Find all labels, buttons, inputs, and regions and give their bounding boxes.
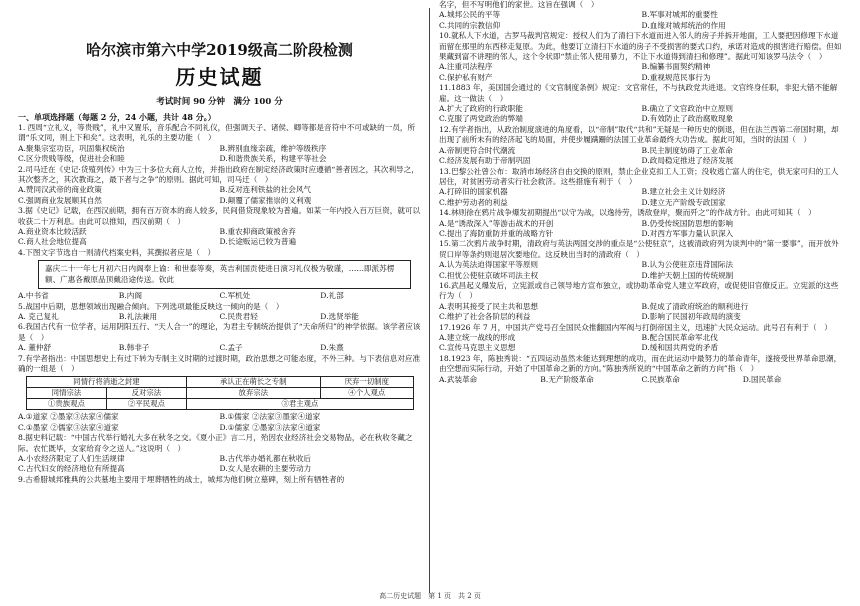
answer-option: A.建立统一战线的形成 (439, 333, 516, 342)
answer-option: A.打碎旧的国家机器 (439, 187, 508, 197)
question-stem: 13.巴黎公社曾公布：取消市场经济自由交换的原则，禁止企业克扣工人工资；没收逃亡富人的住宅，供无家可归的工人居住，对贫困劳动者实行社会救济。这些措施有利于（ ） (439, 166, 839, 186)
question-stem: 14.林则徐在鸦片战争爆发初期提出“以守为战，以逸待劳，诱敌登岸，聚而歼之”的作战方针。由此可知其（ ） (439, 208, 816, 218)
answer-option: A.聚集宗室功臣，巩固集权统治 (18, 143, 125, 153)
answer-options (18, 144, 421, 165)
answer-options (18, 343, 421, 353)
answer-options (18, 312, 421, 322)
answer-option: C.维护了社会各阶层的利益 (439, 312, 531, 322)
answer-option: A.商业资本比较活跃 (18, 227, 87, 237)
answer-option: A. 董仲舒 (18, 343, 52, 353)
answer-option: C.担忧公使驻京破坏司法主权 (439, 270, 539, 280)
question (439, 354, 844, 385)
answer-option: A.注重司法程序 (439, 62, 493, 72)
answer-option: C.区分贵贱等级，促进社会和睦 (18, 154, 125, 164)
table-cell: ②平民观点 (106, 399, 186, 410)
answer-option: C.民族革命 (641, 374, 680, 384)
answer-option: C.共同的宗教信仰 (439, 20, 501, 30)
answer-option: A.武装革命 (439, 374, 478, 384)
source-quote-box: 嘉庆二十一年七月初六日内阁奉上谕：和世泰等奏，英吉利国贡使进日演习礼仪极为敬谨，……即派苏楞额、广惠各戴原品顶戴沿途传送。钦此 (38, 260, 411, 289)
answer-option: B.建立社会主义计划经济 (641, 187, 726, 197)
answer-options (439, 10, 844, 31)
question (18, 433, 421, 475)
answer-options (439, 62, 844, 83)
question-stem: 2.司马迁在《史记·货殖列传》中为三十多位大商人立传，并指出政府在制定经济政策时应遵循“善者因之，其次利导之，其次整齐之，其次教诲之，最下者与之争”的原则。据此可知，司马迁（ ） (18, 164, 419, 185)
answer-option: C.经济发展有助于帝制巩固 (439, 156, 531, 166)
answer-option: B.民主制度妨碍了工业革命 (641, 145, 734, 155)
answer-option: B.重农抑商政策被舍弃 (219, 227, 296, 237)
question-list-left (18, 123, 421, 485)
question-stem: 5.战国中后期，思想领域出现融合倾向。下列选项最能反映这一倾向的是（ ） (18, 301, 284, 311)
question (439, 83, 844, 125)
answer-option: C.宣传马克思主义思想 (439, 343, 516, 353)
answer-option: B.反对连利铁盐的社会风气 (219, 185, 312, 195)
answer-options (18, 227, 421, 248)
question-stem: 8.据史料记载：“中国古代举行婚礼大多在秋冬之交。《夏小正》言二月，殆因农业经济社会交易物品，必在秋收冬藏之际。农忙既毕，女家给育令之送人。”这说明（ ） (18, 433, 413, 453)
answer-option: D.礼部 (320, 291, 344, 301)
answer-option: B.认为公使驻京违背国际法 (641, 260, 734, 270)
question (439, 281, 844, 323)
answer-option: D.政局稳定推进了经济发展 (641, 156, 734, 166)
answer-option: D.朱熹 (320, 343, 344, 353)
table-cell: ④个人观点 (320, 388, 413, 399)
question (439, 31, 844, 83)
answer-option: D.和谐贵族关系，构建平等社会 (219, 154, 327, 164)
answer-option: B.确立了文官政治中立原则 (641, 104, 734, 114)
table-row (27, 399, 414, 410)
answer-option: A.扩大了政府的行政职能 (439, 104, 523, 114)
question (439, 208, 844, 239)
answer-option: D.女人是农耕的主要劳动力 (219, 464, 312, 474)
answer-option: C.孟子 (219, 343, 243, 353)
answer-option: D.缓和国共两党的矛盾 (641, 343, 719, 353)
answer-options (439, 104, 844, 125)
question-list-right (439, 0, 844, 385)
answer-option: B.古代举办婚礼都在秋收后 (219, 453, 312, 463)
table-cell: ③君主观点 (186, 399, 413, 410)
answer-option: C.民贵君轻 (219, 311, 258, 321)
answer-option: B.编纂书面契约精神 (641, 62, 711, 72)
answer-options (439, 187, 844, 208)
table-cell: ①贵族观点 (27, 399, 107, 410)
table-cell: 放弃宗法 (186, 388, 320, 399)
question-stem: 11.1883 年，美国国会通过的《文官制度条例》规定：文官常任，不与执政党共进退。文官终身任职，非犯大错不能解雇。这一做法（ ） (439, 83, 838, 103)
question-stem: 4.下图文字节选自一则清代档案史料，其撰拟者应是（ ） (18, 247, 216, 257)
answer-option: B.辨别血缘亲疏，维护等级秩序 (219, 143, 327, 153)
answer-option: C.提出了海防重防并重的战略方针 (439, 228, 554, 238)
answer-option: D.影响了民国初年政局的演变 (641, 312, 741, 322)
question-stem: 16.武昌起义爆发后，立宪派或自己领导地方宣布独立，或协助革命党人建立军政府，或促使旧官僚反正。立宪派的这些行为（ ） (439, 280, 839, 301)
answer-option: A.是“诱敌深入”等游击战术的开创 (439, 218, 554, 228)
question (18, 302, 421, 323)
answer-option: A. 克己复礼 (18, 311, 59, 321)
question (18, 354, 421, 434)
question (439, 0, 844, 31)
question-stem: 名字，但不写明他们的家世。这旨在强调（ ） (439, 0, 599, 9)
section-heading: 一、单项选择题（每题 2 分，24 小题，共计 48 分。） (18, 112, 216, 122)
exam-meta: 考试时间 90 分钟 满分 100 分 (156, 97, 283, 107)
answer-options (18, 291, 421, 301)
answer-option: B.配合国民革命军北伐 (641, 333, 718, 342)
question (18, 206, 421, 248)
question-stem: 3.据《史记》记载，在西汉前期，拥有百万资本的商人较多，民间借贷现象较为普遍。如某一年内投入百万巨资，就可以收获二十万利息。由此可以推知，西汉前期（ ） (18, 206, 421, 226)
question (18, 322, 421, 353)
table-row (27, 377, 414, 388)
answer-option: D.选贤举能 (320, 311, 359, 321)
answer-option: A.帝制更符合时代潮流 (439, 145, 516, 155)
answer-option: D.①儒家 ②墨家③法家④道家 (219, 422, 321, 432)
answer-option: C.强调商业发展顺其自然 (18, 195, 102, 205)
question-stem: 9.古希腊城邦雅典的公共墓地主要用于埋葬牺牲的战士，城邦为他们树立墓碑，刻上所有牺牲者的 (18, 474, 345, 484)
table-cell: 同情宗法 (27, 388, 107, 399)
answer-option: B.①儒家 ②法家③墨家④道家 (219, 412, 321, 422)
answer-option: C.古代妇女的经济地位有所提高 (18, 464, 125, 474)
answer-option: D.国民革命 (742, 374, 782, 384)
answer-option: D.血缘对城邦统治的作用 (641, 20, 726, 30)
answer-option: A.城邦公民的平等 (439, 10, 501, 20)
answer-options (439, 219, 844, 240)
question-stem: 7.有学者指出：中国思想史上有过下转为专制主义时期的过渡时期，政治思想之可能态度，不外三种。与下表信息对应准确的一组是（ ） (18, 353, 421, 373)
question-stem: 1. 西周“立礼义，等贵贱”，礼中又置乐，音乐配合不同礼仪，但强调天子、诸侯、卿等都是音符中不可或缺的一员，所谓“乐文同，则上下和矣”。这表明，礼乐的主要功能（ ） (18, 123, 416, 143)
question (439, 125, 844, 167)
answer-option: C.保护私有财产 (439, 72, 493, 82)
question-stem: 18.1923 年，陈独秀说：“五四运动虽然未能达到理想的成功，而在此运动中最努力的革命青年，遂接受世界革命思潮，由空想而实际行动，开始了中国革命之新的方向。”陈独秀所说的“中国革命之新的方向”指（ ） (439, 353, 842, 374)
answer-option: A.小农经济限定了人们生活规律 (18, 453, 125, 463)
question (439, 323, 844, 354)
left-column (18, 0, 421, 485)
answer-option: D.建立无产阶级专政国家 (641, 197, 726, 207)
answer-option: B.内阁 (118, 291, 142, 301)
answer-options (439, 146, 844, 167)
answer-option: D.重视规范民事行为 (641, 72, 711, 82)
answer-option: A.赞同汉武帝的商业政策 (18, 185, 102, 195)
question (439, 167, 844, 209)
question (18, 165, 421, 207)
answer-option: D.维护天朝上国的传统规制 (641, 270, 734, 280)
answer-options (18, 454, 421, 475)
answer-option: C.①墨家 ②儒家③法家④道家 (18, 422, 119, 432)
answer-option: C.商人社会地位提高 (18, 237, 87, 247)
question (439, 239, 844, 281)
question-stem: 17.1926 年 7 月，中国共产党号召全国民众推翻国内军阀与打倒帝国主义，迅速扩大民众运动。此号召有利于（ ） (439, 322, 832, 332)
answer-option: B.促成了清政府统治的顺利进行 (641, 301, 749, 311)
answer-option: A.表明其接受了民主共和思想 (439, 301, 539, 311)
table-row (27, 388, 414, 399)
column-divider (429, 8, 430, 593)
question-stem: 15.第二次鸦片战争时期，清政府与英法两国交涉的重点是“公使驻京”，这被清政府列为谈判中的“第一要事”，而开放外贸口岸等条约则退居次要地位。这反映出当时的清政府（ ） (439, 239, 839, 259)
question-stem: 12.有学者指出，从政治制度演进的角度看，以“帝制”取代“共和”无疑是一种历史的倒退，但在法兰西第二帝国时期，却出现了前所未有的经济起飞的局面，并使步履蹒跚的法国工业革命最终大功告成。据此可知，当时的法国（ ） (439, 124, 839, 145)
answer-options (439, 302, 844, 323)
viewpoint-table (26, 376, 414, 410)
answer-option: C.克服了两党政治的弊端 (439, 114, 523, 124)
answer-option: D.对西方军事力量认识深入 (641, 228, 734, 238)
answer-option: B.礼法兼用 (118, 311, 158, 321)
answer-option: D.颠覆了儒家推崇的义利观 (219, 195, 312, 205)
answer-option: A.中书省 (18, 291, 49, 301)
table-cell: 承认正在萌长之专制 (186, 377, 320, 388)
answer-option: D.长途贩运已较为普遍 (219, 237, 297, 247)
table-cell: 同情行将消逝之封建 (27, 377, 187, 388)
school-title: 哈尔滨市第六中学2019级高二阶段检测 (86, 41, 353, 59)
answer-option: D.有效防止了政治腐败现象 (641, 114, 734, 124)
answer-options (18, 185, 421, 206)
answer-options (18, 412, 421, 433)
question (18, 248, 421, 302)
right-column (439, 0, 844, 385)
answer-option: C.军机处 (219, 291, 251, 301)
answer-option: B.仍受传统国防思想的影响 (641, 218, 734, 228)
answer-option: A.认为英法迫得国家平等原则 (439, 260, 539, 270)
answer-option: B.韩非子 (118, 343, 150, 353)
answer-option: B.无产阶级革命 (540, 374, 594, 384)
answer-options (439, 333, 844, 354)
answer-option: B.军事对城邦的重要性 (641, 10, 718, 20)
table-cell: 反对宗法 (106, 388, 186, 399)
question-stem: 10.就私人下水道，古罗马裁判官规定：授权人们为了清扫下水道而进入邻人的房子并拆开地面，工人要把因修理下水道而留在那里的东西移走复原。为此，他要订立清扫下水道的房子不受损害的要式口约，承诺对造成的损害进行赔偿。但如果藏到富不讲理的邻人，这个令状即“禁止邻人使用暴力，不让下水道得到清扫和修理”。据此可知该罗马法令（ ） (439, 31, 842, 62)
question (18, 123, 421, 165)
subject-title: 历史试题 (175, 65, 264, 89)
answer-options (439, 375, 844, 385)
page-footer: 高二历史试题 第 1 页 共 2 页 (379, 592, 481, 600)
question (18, 475, 421, 485)
answer-option: C.维护劳动者的利益 (439, 197, 508, 207)
table-cell: 厌弃一切制度 (320, 377, 413, 388)
answer-option: A.①道家 ②墨家③法家④儒家 (18, 412, 119, 422)
answer-options (439, 260, 844, 281)
question-stem: 6.我国古代有一位学者，运用阴阳五行、“天人合一”的理论，为君主专制统治提供了“天命所归”的神学依据。该学者应该是（ ） (18, 322, 421, 342)
